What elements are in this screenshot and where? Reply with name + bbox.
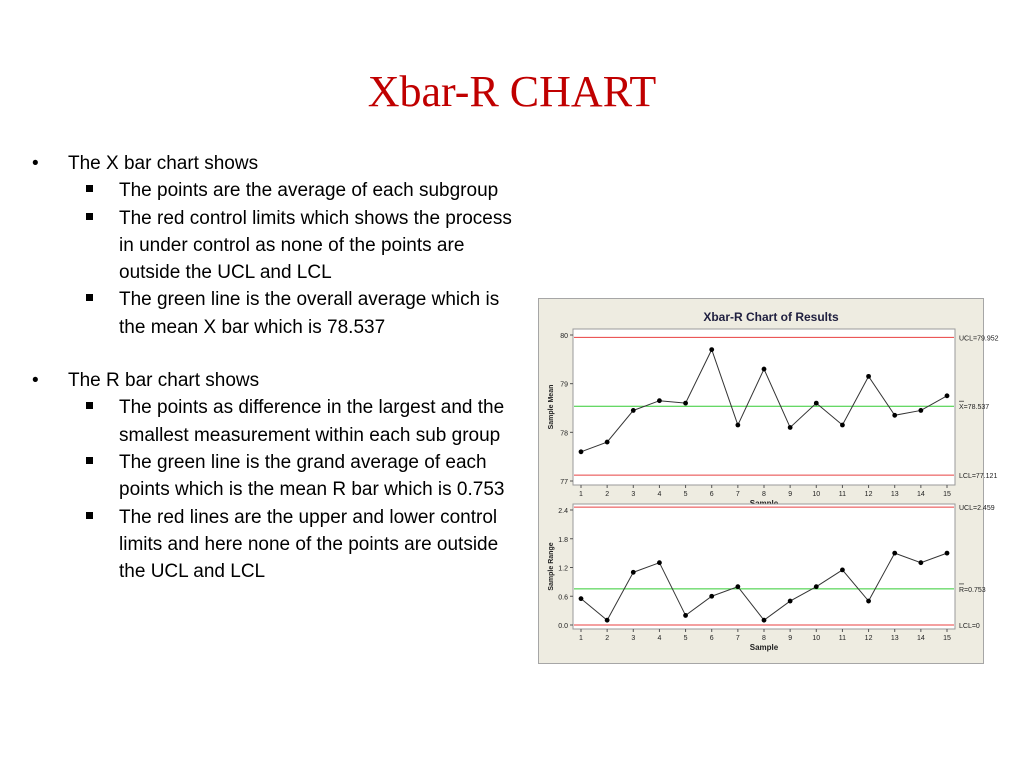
data-point (762, 367, 767, 372)
square-bullet-icon (86, 185, 93, 192)
x-tick-label: 12 (864, 491, 873, 498)
sub-bullet-text: The red lines are the upper and lower control limits and here none of the points are outside the UCL and LCL (119, 506, 499, 583)
y-tick-label: 77 (560, 479, 568, 486)
x-tick-label: 13 (890, 635, 899, 642)
x-tick-label: 8 (762, 491, 766, 498)
sub-bullet-text: The green line is the grand average of each points which is the mean R bar which is 0.753 (119, 451, 505, 501)
square-bullet-icon (86, 512, 93, 519)
data-point (866, 599, 871, 604)
data-point (709, 594, 714, 599)
data-point (579, 596, 584, 601)
sub-bullet-text: The red control limits which shows the process in under control as none of the points are outside the UCL and LCL (119, 207, 512, 284)
sub-bullet-item (30, 394, 525, 449)
x-axis-label: Sample (749, 643, 779, 652)
sub-bullet-text: The points are the average of each subgroup (119, 180, 499, 202)
lcl-label: LCL=0 (959, 623, 980, 630)
square-bullet-icon (86, 213, 93, 220)
data-point (866, 374, 871, 379)
data-point (735, 423, 740, 428)
x-tick-label: 3 (631, 635, 636, 642)
x-tick-label: 1 (579, 491, 583, 498)
center-label: R=0.753 (959, 586, 986, 594)
data-point (918, 560, 923, 565)
y-tick-label: 79 (560, 381, 568, 389)
y-tick-label: 2.4 (558, 508, 568, 515)
data-point (840, 423, 845, 428)
data-point (683, 401, 688, 406)
bullet-item (30, 367, 525, 394)
x-tick-label: 12 (864, 635, 873, 642)
data-point (788, 425, 793, 430)
data-point (945, 551, 950, 556)
data-point (735, 584, 740, 589)
x-tick-label: 2 (605, 491, 610, 498)
data-point (788, 599, 793, 604)
x-tick-label: 3 (631, 491, 636, 498)
x-tick-label: 7 (735, 635, 740, 642)
y-tick-label: 78 (560, 430, 568, 438)
y-tick-label: 1.8 (558, 536, 568, 544)
data-point (605, 618, 610, 623)
x-tick-label: 8 (762, 635, 766, 642)
data-point (579, 449, 584, 454)
x-tick-label: 10 (812, 635, 821, 642)
data-point (631, 570, 636, 575)
x-tick-label: 11 (838, 635, 847, 642)
bullet-dot-icon: • (32, 153, 39, 174)
plot-area (573, 329, 955, 485)
sub-bullet-item (30, 449, 525, 504)
sub-bullet-item (30, 504, 525, 586)
x-tick-label: 1 (579, 635, 583, 642)
center-label: X=78.537 (959, 404, 990, 412)
x-tick-label: 2 (605, 635, 610, 642)
bullet-text: The R bar chart shows (68, 370, 260, 392)
data-point (814, 584, 819, 589)
sub-bullet-text: The points as difference in the largest and the smallest measurement within each sub group (119, 397, 505, 446)
x-tick-label: 14 (916, 635, 925, 642)
control-chart-figure (538, 298, 999, 664)
x-tick-label: 13 (890, 491, 899, 498)
bullet-text: The X bar chart shows (68, 153, 259, 174)
square-bullet-icon (86, 294, 93, 301)
data-point (892, 413, 897, 418)
x-tick-label: 4 (657, 635, 662, 642)
bullet-item (30, 150, 525, 177)
x-tick-label: 9 (788, 491, 793, 498)
square-bullet-icon (86, 457, 93, 464)
x-tick-label: 15 (943, 491, 951, 498)
data-point (762, 618, 767, 623)
y-tick-label: 0.0 (558, 623, 568, 630)
ucl-label: UCL=79.952 (959, 335, 999, 343)
data-point (683, 613, 688, 618)
y-tick-label: 0.6 (558, 594, 568, 602)
data-point (840, 567, 845, 572)
slide-title: Xbar-R CHART (367, 67, 657, 116)
data-point (657, 560, 662, 565)
x-tick-label: 10 (812, 491, 821, 498)
x-tick-label: 9 (788, 635, 793, 642)
sub-bullet-item (30, 286, 525, 341)
plot-area (573, 504, 955, 629)
ucl-label: UCL=2.459 (959, 505, 995, 513)
lcl-label: LCL=77.121 (959, 473, 998, 481)
x-tick-label: 14 (916, 491, 925, 498)
data-point (631, 408, 636, 413)
chart-title: Xbar-R Chart of Results (703, 310, 839, 324)
x-tick-label: 4 (657, 491, 662, 498)
x-tick-label: 6 (709, 635, 714, 642)
sub-bullet-item (30, 177, 525, 204)
y-tick-label: 1.2 (558, 565, 568, 573)
data-point (918, 408, 923, 413)
y-tick-label: 80 (560, 333, 568, 340)
y-axis-label: Sample Mean (548, 384, 555, 430)
data-point (892, 551, 897, 556)
data-point (814, 401, 819, 406)
bullet-list (30, 150, 525, 585)
x-tick-label: 11 (838, 491, 847, 498)
data-point (709, 347, 714, 352)
sub-bullet-item (30, 205, 525, 287)
bullet-dot-icon: • (32, 370, 39, 392)
control-chart-svg (539, 299, 999, 665)
sub-bullet-text: The green line is the overall average which is the mean X bar which is 78.537 (119, 289, 500, 338)
x-tick-label: 6 (709, 491, 714, 498)
x-tick-label: 15 (943, 635, 951, 642)
x-tick-label: 5 (683, 635, 688, 642)
x-tick-label: 7 (735, 491, 740, 498)
data-point (945, 393, 950, 398)
square-bullet-icon (86, 402, 93, 409)
y-axis-label: Sample Range (548, 542, 555, 591)
x-tick-label: 5 (683, 491, 688, 498)
data-point (605, 440, 610, 445)
data-point (657, 398, 662, 403)
